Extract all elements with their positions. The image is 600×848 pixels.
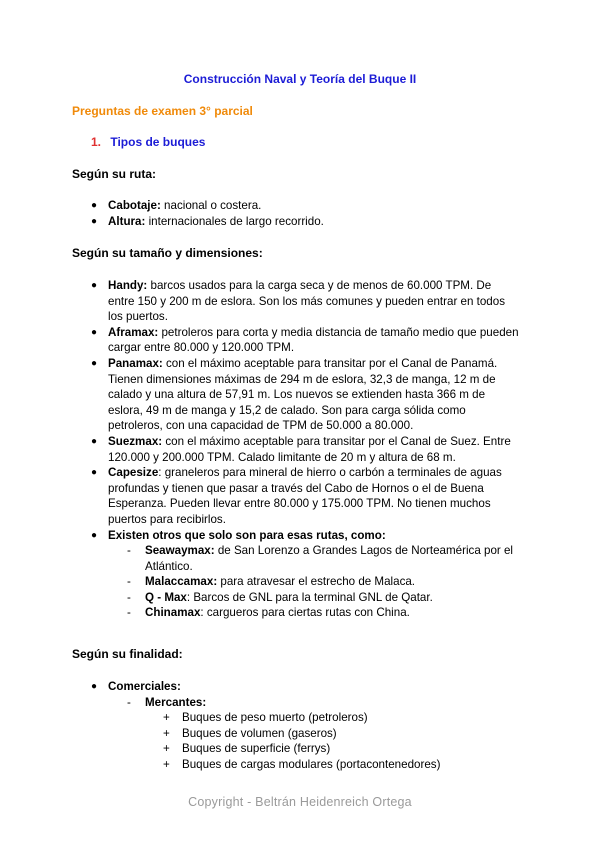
document-subtitle: Preguntas de examen 3° parcial	[72, 104, 253, 118]
dash-icon: -	[127, 575, 131, 589]
item-desc: Buques de volumen (gaseros)	[182, 726, 337, 740]
item-term: Malaccamax:	[145, 575, 218, 589]
bullet-icon: ●	[91, 529, 98, 541]
list-finalidad	[0, 679, 600, 773]
sublist-mercantes	[145, 710, 520, 772]
item-desc: con el máximo aceptable para transitar por el Canal de Suez. Entre 120.000 y 200.000 TPM. Calado limitante de 20 m y altura de 68 m.	[108, 434, 511, 464]
list-item	[0, 434, 600, 465]
dash-icon: -	[127, 544, 131, 558]
sublist-item	[108, 574, 520, 590]
item-desc: con el máximo aceptable para transitar por el Canal de Panamá. Tienen dimensiones máximas de 294 m de eslora, 32,3 de manga, 12 m de calado y una altura de 57,91 m. Los nuevos se extienden hasta 366 m de eslora, 49 m de manga y 15,2 de calado. Son para carga sólida como petroleros, con una capacidad de TPM de 50.000 a 80.000.	[108, 356, 498, 433]
item-term: Q - Max	[145, 590, 187, 604]
item-term: Cabotaje:	[108, 199, 161, 212]
bullet-icon: ●	[91, 215, 98, 227]
bullet-icon: ●	[91, 435, 98, 447]
sublist-item	[145, 741, 520, 757]
dash-icon: -	[127, 590, 131, 604]
document-title: Construcción Naval y Teoría del Buque II	[183, 72, 417, 86]
bullet-icon: ●	[91, 467, 98, 479]
item-term: Capesize	[108, 466, 159, 480]
item-term: Seawaymax:	[145, 544, 215, 558]
plus-icon: +	[163, 726, 170, 740]
item-desc: Buques de superficie (ferrys)	[182, 742, 331, 756]
bullet-icon: ●	[91, 200, 98, 211]
item-term: Panamax:	[108, 356, 163, 370]
sublist-comerciales	[108, 695, 520, 773]
sublist-item	[108, 590, 520, 606]
numbered-heading-number: 1.	[91, 135, 102, 149]
bullet-icon: ●	[91, 681, 98, 692]
bullet-icon: ●	[91, 357, 98, 369]
sublist-item	[108, 605, 520, 621]
copyright-footer: Copyright - Beltrán Heidenreich Ortega	[188, 795, 412, 809]
item-desc: : graneleros para mineral de hierro o carbón a terminales de aguas profundas y tienen que pasar a través del Cabo de Hornos o el de Buena Esperanza. Pueden llevar entre 80.000 y 175.000 TPM. No tienen muchos puertos para recibirlos.	[108, 466, 502, 526]
item-desc: petroleros para corta y media distancia de tamaño medio que pueden cargar entre 80.000 y 120.000 TPM.	[108, 325, 519, 355]
item-desc: barcos usados para la carga seca y de menos de 60.000 TPM. De entre 150 y 200 m de eslora. Son los más comunes y pueden entrar en todos los puertos.	[108, 279, 506, 324]
list-tamano	[0, 278, 600, 621]
item-desc: internacionales de largo recorrido.	[145, 214, 324, 228]
item-term: Suezmax:	[108, 434, 163, 448]
item-desc: nacional o costera.	[160, 199, 262, 212]
list-item	[0, 679, 600, 773]
item-term: Comerciales:	[108, 680, 181, 693]
list-item	[0, 278, 600, 325]
item-desc: Buques de peso muerto (petroleros)	[182, 711, 368, 725]
sublist-item	[145, 710, 520, 726]
section-heading-tamano: Según su tamaño y dimensiones:	[72, 246, 263, 260]
dash-icon: -	[127, 695, 131, 709]
section-heading-finalidad: Según su finalidad:	[72, 647, 183, 661]
plus-icon: +	[163, 757, 170, 771]
numbered-heading	[91, 135, 205, 149]
bullet-icon: ●	[91, 280, 98, 291]
item-term: Existen otros que solo son para esas rutas, como:	[108, 528, 386, 542]
list-item	[0, 356, 600, 434]
item-desc: para atravesar el estrecho de Malaca.	[217, 575, 416, 589]
list-item	[0, 465, 600, 527]
item-term: Altura:	[108, 214, 146, 228]
item-desc: : Barcos de GNL para la terminal GNL de Qatar.	[186, 590, 433, 604]
numbered-heading-text: Tipos de buques	[110, 135, 206, 149]
dash-icon: -	[127, 606, 131, 620]
sublist-item	[145, 726, 520, 742]
list-item	[0, 214, 600, 230]
plus-icon: +	[163, 742, 170, 756]
item-desc: : cargueros para ciertas rutas con China.	[200, 606, 410, 620]
item-desc: Buques de cargas modulares (portacontenedores)	[182, 757, 441, 771]
bullet-icon: ●	[91, 326, 98, 338]
list-item	[0, 198, 600, 214]
list-item	[0, 528, 600, 622]
item-term: Aframax:	[108, 325, 159, 339]
sublist-item	[108, 543, 520, 574]
item-term: Chinamax	[145, 606, 201, 620]
item-term: Mercantes:	[145, 695, 207, 709]
item-term: Handy:	[108, 279, 148, 292]
section-heading-ruta: Según su ruta:	[72, 167, 157, 181]
item-desc: de San Lorenzo a Grandes Lagos de Norteamérica por el Atlántico.	[145, 544, 514, 573]
sublist-routes	[108, 543, 520, 621]
list-item	[0, 325, 600, 356]
plus-icon: +	[163, 711, 170, 725]
list-ruta	[0, 198, 600, 229]
sublist-item	[108, 695, 520, 773]
sublist-item	[145, 757, 520, 773]
